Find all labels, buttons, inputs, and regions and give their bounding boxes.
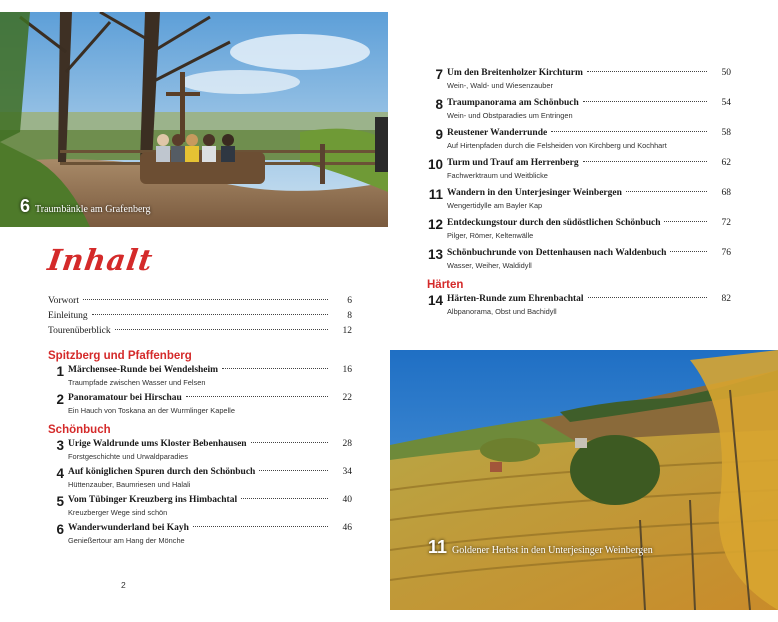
tour-title: Vom Tübinger Kreuzberg ins Himbachtal	[68, 495, 238, 505]
tour-number: 5	[56, 494, 64, 509]
tour-title: Turm und Trauf am Herrenberg	[447, 158, 579, 168]
tour-title: Reustener Wanderrunde	[447, 128, 548, 138]
tour-subtitle: Wengertidylle am Bayler Kap	[447, 201, 543, 210]
toc-tour-1[interactable]	[48, 365, 352, 387]
toc-entry-label: Vorwort	[48, 296, 79, 306]
tour-subtitle: Wein-, Wald- und Wiesenzauber	[447, 81, 553, 90]
caption-text: Traumbänkle am Grafenberg	[35, 204, 151, 215]
toc-tour-9[interactable]	[427, 128, 731, 150]
toc-page-number: 6	[347, 296, 352, 306]
tour-number: 7	[435, 67, 443, 82]
toc-entry-label: Einleitung	[48, 311, 88, 321]
section-heading-schoenbuch: Schönbuch	[48, 424, 111, 436]
tour-subtitle: Pilger, Römer, Keltenwälle	[447, 231, 534, 240]
tour-subtitle: Albpanorama, Obst und Bachidyll	[447, 307, 557, 316]
tour-number: 14	[427, 293, 443, 308]
toc-page-number: 40	[342, 495, 352, 505]
dot-leader	[92, 314, 328, 315]
toc-page-number: 46	[342, 523, 352, 533]
tour-title: Traumpanorama am Schönbuch	[447, 98, 579, 108]
tour-subtitle: Ein Hauch von Toskana an der Wurmlinger Kapelle	[68, 406, 235, 415]
toc-entry-vorwort[interactable]	[48, 296, 352, 311]
toc-entry-tourenueberblick[interactable]	[48, 326, 352, 341]
toc-tour-7[interactable]	[427, 68, 731, 90]
tour-title: Um den Breitenholzer Kirchturm	[447, 68, 583, 78]
toc-right-column	[427, 68, 731, 324]
dot-leader	[587, 71, 707, 72]
tour-number: 6	[56, 522, 64, 537]
tour-subtitle: Auf Hirtenpfaden durch die Felsheiden von Kirchberg und Kochhart	[447, 141, 667, 150]
page-title: Inhalt	[45, 243, 156, 277]
dot-leader	[588, 297, 707, 298]
dot-leader	[626, 191, 707, 192]
toc-tour-8[interactable]	[427, 98, 731, 120]
dot-leader	[251, 442, 328, 443]
toc-page-number: 54	[721, 98, 731, 108]
dot-leader	[115, 329, 328, 330]
dot-leader	[186, 396, 328, 397]
tour-title: Entdeckungstour durch den südöstlichen Schönbuch	[447, 218, 661, 228]
tour-subtitle: Wein- und Obstparadies um Entringen	[447, 111, 573, 120]
toc-tour-3[interactable]	[48, 439, 352, 461]
toc-page-number: 58	[721, 128, 731, 138]
tour-subtitle: Wasser, Weiher, Waldidyll	[447, 261, 532, 270]
tour-number: 13	[427, 247, 443, 262]
tour-number: 10	[427, 157, 443, 172]
photo-weinberge-caption	[428, 537, 653, 558]
toc-page-number: 8	[347, 311, 352, 321]
tour-subtitle: Fachwerktraum und Weitblicke	[447, 171, 548, 180]
section-heading-haerten: Härten	[427, 279, 464, 291]
toc-page-number: 28	[342, 439, 352, 449]
toc-entry-label: Tourenüberblick	[48, 326, 111, 336]
tour-number: 12	[427, 217, 443, 232]
caption-tour-number: 6	[20, 196, 31, 216]
tour-number: 2	[56, 392, 64, 407]
toc-page-number: 68	[721, 188, 731, 198]
toc-tour-11[interactable]	[427, 188, 731, 210]
dot-leader	[583, 101, 707, 102]
caption-tour-number: 11	[428, 537, 448, 557]
tour-subtitle: Kreuzberger Wege sind schön	[68, 508, 168, 517]
tour-title: Urige Waldrunde ums Kloster Bebenhausen	[68, 439, 247, 449]
tour-title: Härten-Runde zum Ehrenbachtal	[447, 294, 584, 304]
tour-title: Wanderwunderland bei Kayh	[68, 523, 189, 533]
dot-leader	[259, 470, 328, 471]
tour-title: Panoramatour bei Hirschau	[68, 393, 182, 403]
toc-tour-10[interactable]	[427, 158, 731, 180]
tour-number: 11	[428, 187, 443, 202]
toc-page-number: 34	[342, 467, 352, 477]
tour-subtitle: Traumpfade zwischen Wasser und Felsen	[68, 378, 206, 387]
toc-left-column	[48, 296, 352, 551]
section-heading-spitzberg: Spitzberg und Pfaffenberg	[48, 350, 192, 362]
toc-tour-12[interactable]	[427, 218, 731, 240]
dot-leader	[222, 368, 328, 369]
tour-title: Wandern in den Unterjesinger Weinbergen	[447, 188, 622, 198]
toc-page-number: 76	[721, 248, 731, 258]
dot-leader	[583, 161, 707, 162]
toc-page-number: 12	[342, 326, 352, 336]
tour-subtitle: Hüttenzauber, Baumriesen und Halali	[68, 480, 191, 489]
photo-traumbaenkle-image	[0, 12, 388, 227]
tour-number: 8	[435, 97, 443, 112]
tour-subtitle: Genießertour am Hang der Mönche	[68, 536, 185, 545]
toc-page-number: 16	[342, 365, 352, 375]
tour-number: 3	[56, 438, 64, 453]
toc-tour-5[interactable]	[48, 495, 352, 517]
photo-traumbaenkle-caption	[20, 196, 151, 217]
tour-title: Schönbuchrunde von Dettenhausen nach Waldenbuch	[447, 248, 667, 258]
toc-page-number: 72	[721, 218, 731, 228]
dot-leader	[670, 251, 707, 252]
toc-page-number: 82	[721, 294, 731, 304]
tour-number: 1	[56, 364, 64, 379]
photo-weinberge-image	[390, 350, 778, 610]
tour-title: Märchensee-Runde bei Wendelsheim	[68, 365, 219, 375]
photo-traumbaenkle	[0, 12, 388, 227]
toc-page-number: 22	[342, 393, 352, 403]
toc-tour-6[interactable]	[48, 523, 352, 545]
photo-weinberge	[390, 350, 778, 610]
tour-subtitle: Forstgeschichte und Urwaldparadies	[68, 452, 188, 461]
tour-number: 9	[435, 127, 443, 142]
toc-tour-14[interactable]	[427, 294, 731, 316]
dot-leader	[83, 299, 328, 300]
page-number: 2	[121, 580, 126, 590]
toc-tour-13[interactable]	[427, 248, 731, 270]
toc-tour-2[interactable]	[48, 393, 352, 415]
tour-title: Auf königlichen Spuren durch den Schönbuch	[68, 467, 256, 477]
dot-leader	[241, 498, 328, 499]
dot-leader	[664, 221, 707, 222]
toc-page-number: 62	[721, 158, 731, 168]
toc-entry-einleitung[interactable]	[48, 311, 352, 326]
tour-number: 4	[56, 466, 64, 481]
dot-leader	[551, 131, 707, 132]
toc-page-number: 50	[721, 68, 731, 78]
dot-leader	[193, 526, 328, 527]
toc-tour-4[interactable]	[48, 467, 352, 489]
caption-text: Goldener Herbst in den Unterjesinger Weinbergen	[452, 545, 653, 556]
